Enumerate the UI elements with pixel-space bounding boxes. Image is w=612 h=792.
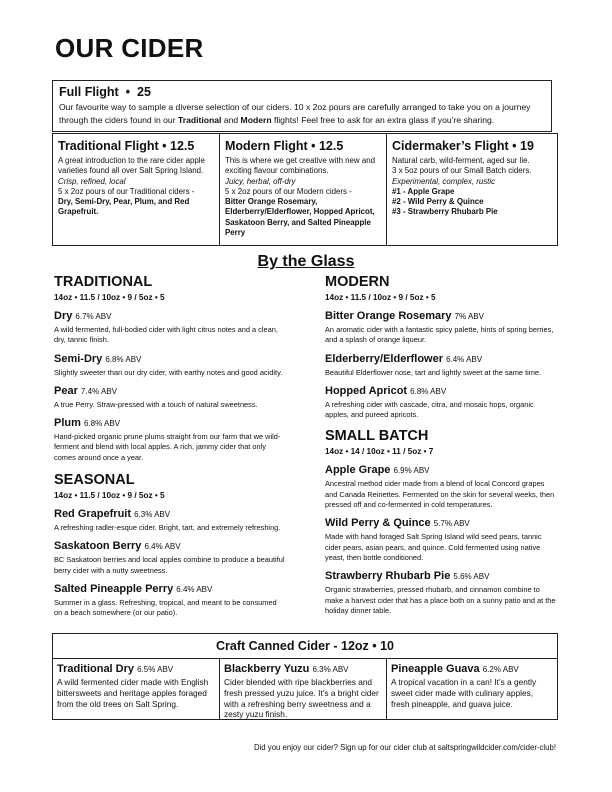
item-name: Dry — [54, 310, 73, 322]
full-flight-description: Our favourite way to sample a diverse selection of our ciders. 10 x 2oz pours are carefully arranged to take you on a journey through the ciders found in our Traditional and Modern flights! Feel free to ask for an extra glass if you’re sharing. — [59, 102, 531, 125]
seasonal-heading: SEASONAL — [54, 472, 135, 489]
left-column — [54, 273, 286, 626]
small-batch-sizes: 14oz • 14 / 10oz • 11 / 5oz • 7 — [325, 447, 434, 457]
item-description: BC Saskatoon berries and local apples combine to produce a beautiful berry cider with a nutty sweetness. — [54, 555, 285, 575]
item-abv: 6.7% ABV — [75, 312, 112, 321]
item-name: Bitter Orange Rosemary — [325, 310, 452, 322]
item-description: Slightly sweeter than our dry cider, with earthy notes and good acidity. — [54, 367, 283, 377]
flight-description: A great introduction to the rare cider apple varieties found all over Salt Spring Island. — [58, 156, 205, 176]
item-name: Elderberry/Elderflower — [325, 352, 443, 365]
flight-list-item: #2 - Wild Perry & Quince — [392, 197, 484, 207]
item-description: Ancestral method cider made from a blend of local Concord grapes and Canada Reinettes. Fermented on the skin for several weeks, then pressed off and co-fermented in cold temperatures. — [325, 479, 555, 510]
item-name: Wild Perry & Quince — [325, 517, 431, 530]
cidermakers-flight-heading: Cidermaker’s Flight • 19 — [392, 139, 534, 153]
flight-pours: 3 x 5oz pours of our Small Batch ciders. — [392, 166, 532, 176]
right-column — [325, 273, 557, 623]
item-abv: 6.9% ABV — [393, 466, 430, 476]
craft-item-box — [52, 658, 220, 720]
craft-canned-heading: Craft Canned Cider - 12oz • 10 — [52, 633, 558, 659]
item-description: Made with hand foraged Salt Spring Island wild seed pears, tannic cider pears, asian pears, and quince. Cold fermented using native yeast, then bottle conditioned. — [325, 532, 542, 562]
menu-item — [325, 464, 557, 510]
item-abv: 7% ABV — [454, 312, 484, 321]
item-abv: 6.8% ABV — [105, 354, 142, 364]
flight-description: This is where we get creative with new and exciting flavour combinations. — [225, 156, 375, 176]
traditional-flight-heading: Traditional Flight • 12.5 — [58, 139, 195, 153]
item-description: A refreshing cider with cascade, citra, and mosaic hops, organic apples, and pureed apricots. — [325, 399, 534, 420]
menu-item — [325, 517, 557, 563]
seasonal-sizes: 14oz • 11.5 / 10oz • 9 / 5oz • 5 — [54, 491, 165, 501]
item-name: Saskatoon Berry — [54, 540, 142, 553]
menu-item — [325, 385, 557, 421]
traditional-flight-box — [52, 133, 220, 246]
item-description: Hand-picked organic prune plums straight from our farm that we wild-ferment and blend with local apples. A rich, jammy cider that only comes around once a year. — [54, 432, 281, 462]
menu-item — [54, 583, 286, 619]
item-name: Semi-Dry — [54, 352, 103, 365]
full-flight-name: Full Flight — [59, 85, 119, 99]
item-name: Red Grapefruit — [54, 508, 132, 521]
traditional-heading: TRADITIONAL — [54, 274, 153, 290]
menu-item — [325, 353, 557, 378]
flight-pours: 5 x 2oz pours of our Traditional ciders - — [58, 186, 195, 196]
menu-item — [54, 385, 286, 410]
flight-list: Bitter Orange Rosemary, Elderberry/Elderflower, Hopped Apricot, Saskatoon Berry, and Salted Pineapple Perry — [225, 197, 375, 238]
item-description: An aromatic cider with a fantastic spicy palette, hints of spring berries, and a splash of orange liqueur. — [325, 325, 554, 345]
item-name: Pear — [54, 384, 78, 397]
flight-tagline: Crisp, refined, local — [58, 176, 126, 186]
craft-item-box — [219, 658, 387, 720]
modern-heading: MODERN — [325, 274, 390, 290]
by-the-glass-heading: By the Glass — [257, 253, 355, 270]
item-name: Apple Grape — [325, 464, 391, 477]
item-description: A refreshing radler-esque cider. Bright, tart, and extremely refreshing. — [54, 523, 281, 533]
flight-list-item: #1 - Apple Grape — [392, 186, 455, 196]
menu-item — [54, 540, 286, 576]
traditional-sizes: 14oz • 11.5 / 10oz • 9 / 5oz • 5 — [54, 293, 165, 302]
item-description: A tropical vacation in a can! It’s a gently sweet cider made with culinary apples, fresh pineapple, and guava juice. — [391, 677, 537, 709]
cidermakers-flight-box — [386, 133, 558, 246]
item-name: Strawberry Rhubarb Pie — [325, 570, 451, 583]
cider-club-footer: Did you enjoy our cider? Sign up for our cider club at saltspringwildcider.com/cider-club! — [253, 743, 556, 752]
craft-item-box — [386, 658, 558, 720]
flight-list-item: #3 - Strawberry Rhubarb Pie — [392, 207, 498, 217]
menu-item — [325, 570, 557, 616]
item-name: Plum — [54, 417, 81, 430]
item-abv: 6.3% ABV — [312, 665, 349, 674]
item-description: A wild fermented cider made with English bittersweets and heritage apples foraged from the old trees on Salt Spring. — [57, 677, 209, 709]
flight-tagline: Juicy, herbal, off-dry — [225, 176, 296, 186]
menu-item — [54, 353, 286, 378]
item-name: Hopped Apricot — [325, 384, 408, 397]
item-abv: 6.3% ABV — [134, 510, 171, 520]
modern-flight-box — [219, 133, 387, 246]
item-name: Traditional Dry — [57, 663, 135, 675]
item-abv: 6.2% ABV — [482, 665, 519, 674]
item-abv: 5.6% ABV — [453, 572, 490, 582]
item-abv: 6.4% ABV — [446, 354, 483, 364]
item-description: Summer in a glass. Refreshing, tropical, and meant to be consumed on a beach somewhere (or our patio). — [54, 597, 277, 618]
item-description: A true Perry. Straw-pressed with a touch of natural sweetness. — [54, 399, 258, 409]
item-abv: 6.5% ABV — [137, 665, 174, 674]
item-abv: 6.8% ABV — [410, 386, 447, 396]
item-name: Blackberry Yuzu — [224, 663, 310, 675]
full-flight-price: 25 — [137, 85, 151, 99]
page-title: OUR CIDER — [55, 33, 204, 63]
full-flight-heading: Full Flight • 25 — [59, 85, 151, 99]
flight-description: Natural carb, wild-ferment, aged sur lie. — [392, 156, 530, 165]
item-abv: 7.4% ABV — [80, 386, 117, 396]
item-abv: 5.7% ABV — [433, 519, 470, 529]
menu-item — [54, 417, 286, 463]
flight-pours: 5 x 2oz pours of our Modern ciders - — [225, 186, 352, 196]
menu-item — [54, 508, 286, 533]
item-description: A wild fermented, full-bodied cider with light citrus notes and a clean, dry, tannic finish. — [54, 325, 278, 345]
item-name: Pineapple Guava — [391, 663, 480, 675]
item-description: Beautiful Elderflower nose, tart and lightly sweet at the same time. — [325, 367, 542, 377]
small-batch-heading: SMALL BATCH — [325, 428, 429, 445]
item-description: Organic strawberries, pressed rhubarb, and cinnamon combine to make a harvest cider that has a place both on a sunny patio and at the holiday dinner table. — [325, 585, 556, 615]
flight-tagline: Experimental, complex, rustic — [392, 176, 496, 186]
modern-sizes: 14oz • 11.5 / 10oz • 9 / 5oz • 5 — [325, 293, 436, 302]
modern-flight-heading: Modern Flight • 12.5 — [225, 139, 344, 153]
item-name: Salted Pineapple Perry — [54, 582, 174, 595]
item-abv: 6.8% ABV — [83, 419, 120, 429]
full-flight-box — [52, 80, 552, 132]
menu-item — [325, 310, 557, 346]
item-description: Cider blended with ripe blackberries and fresh pressed yuzu juice. It’s a bright cider with a refreshing berry sweetness and a zesty yuzu finish. — [224, 677, 379, 720]
flight-list: Dry, Semi-Dry, Pear, Plum, and Red Grapefruit. — [58, 197, 190, 217]
item-abv: 6.4% ABV — [176, 584, 213, 594]
menu-item — [54, 310, 286, 346]
item-abv: 6.4% ABV — [144, 542, 181, 552]
